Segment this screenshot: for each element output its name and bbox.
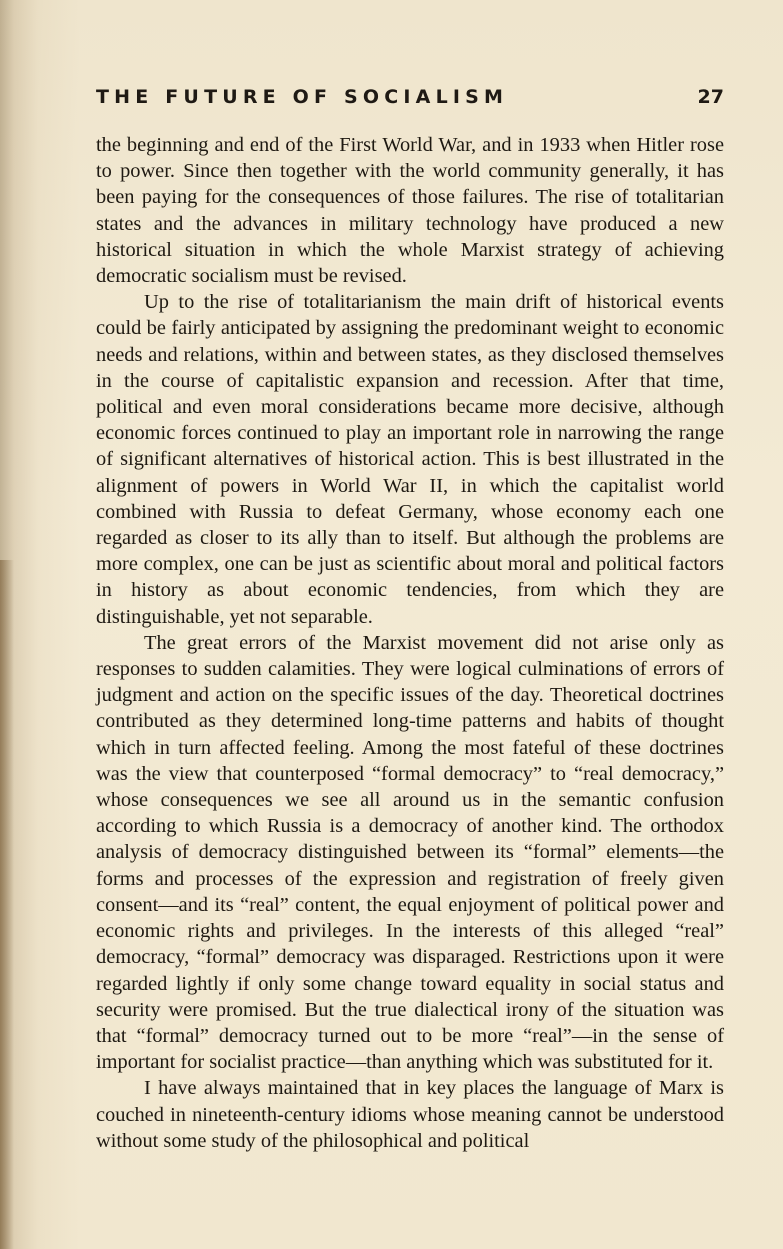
paragraph-continued: the beginning and end of the First World War, and in 1933 when Hitler rose to power. Since then together with the world community generally, it has been paying for the consequences of those failures. The rise of totalitarian states and the advances in military technology have produced a new historical situation in which the whole Marxist strategy of achieving democratic socialism must be revised. [96,134,724,288]
body-text [96,132,724,1154]
spine-shadow [0,560,14,1249]
paragraph: Up to the rise of totalitarianism the main drift of historical events could be fairly anticipated by assigning the predominant weight to economic needs and relations, within and between states, as they disclosed themselves in the course of capitalistic expansion and recession. After that time, political and even moral considerations became more decisive, although economic forces continued to play an important role in narrowing the range of significant alternatives of historical action. This is best illustrated in the alignment of powers in World War II, in which the capitalist world combined with Russia to defeat Germany, whose economy each one regarded as closer to its ally than to itself. But although the problems are more complex, one can be just as scientific about moral and political factors in history as about economic tendencies, from which they are distinguishable, yet not separable. [96,291,724,628]
running-head [96,82,724,116]
paragraph: I have always maintained that in key places the language of Marx is couched in nineteenth-century idioms whose meaning cannot be understood without some study of the philosophical and political [96,1077,724,1152]
paragraph: The great errors of the Marxist movement did not arise only as responses to sudden calamities. They were logical culminations of errors of judgment and action on the specific issues of the day. Theoretical doctrines contributed as they determined long-time patterns and habits of thought which in turn affected feeling. Among the most fateful of these doctrines was the view that counterposed “formal democracy” to “real democracy,” whose consequences we see all around us in the semantic confusion according to which Russia is a democracy of another kind. The orthodox analysis of democracy distinguished between its “formal” elements—the forms and processes of the expression and registration of freely given consent—and its “real” content, the equal enjoyment of political power and economic rights and privileges. In the interests of this alleged “real” democracy, “formal” democracy was disparaged. Restrictions upon it were regarded lightly if only some change toward equality in social status and security were promised. But the true dialectical irony of the situation was that “formal” democracy turned out to be more “real”—in the sense of important for socialist practice—than anything which was substituted for it. [96,631,724,1074]
running-title: THE FUTURE OF SOCIALISM [96,86,509,108]
page-number: 27 [697,86,724,108]
